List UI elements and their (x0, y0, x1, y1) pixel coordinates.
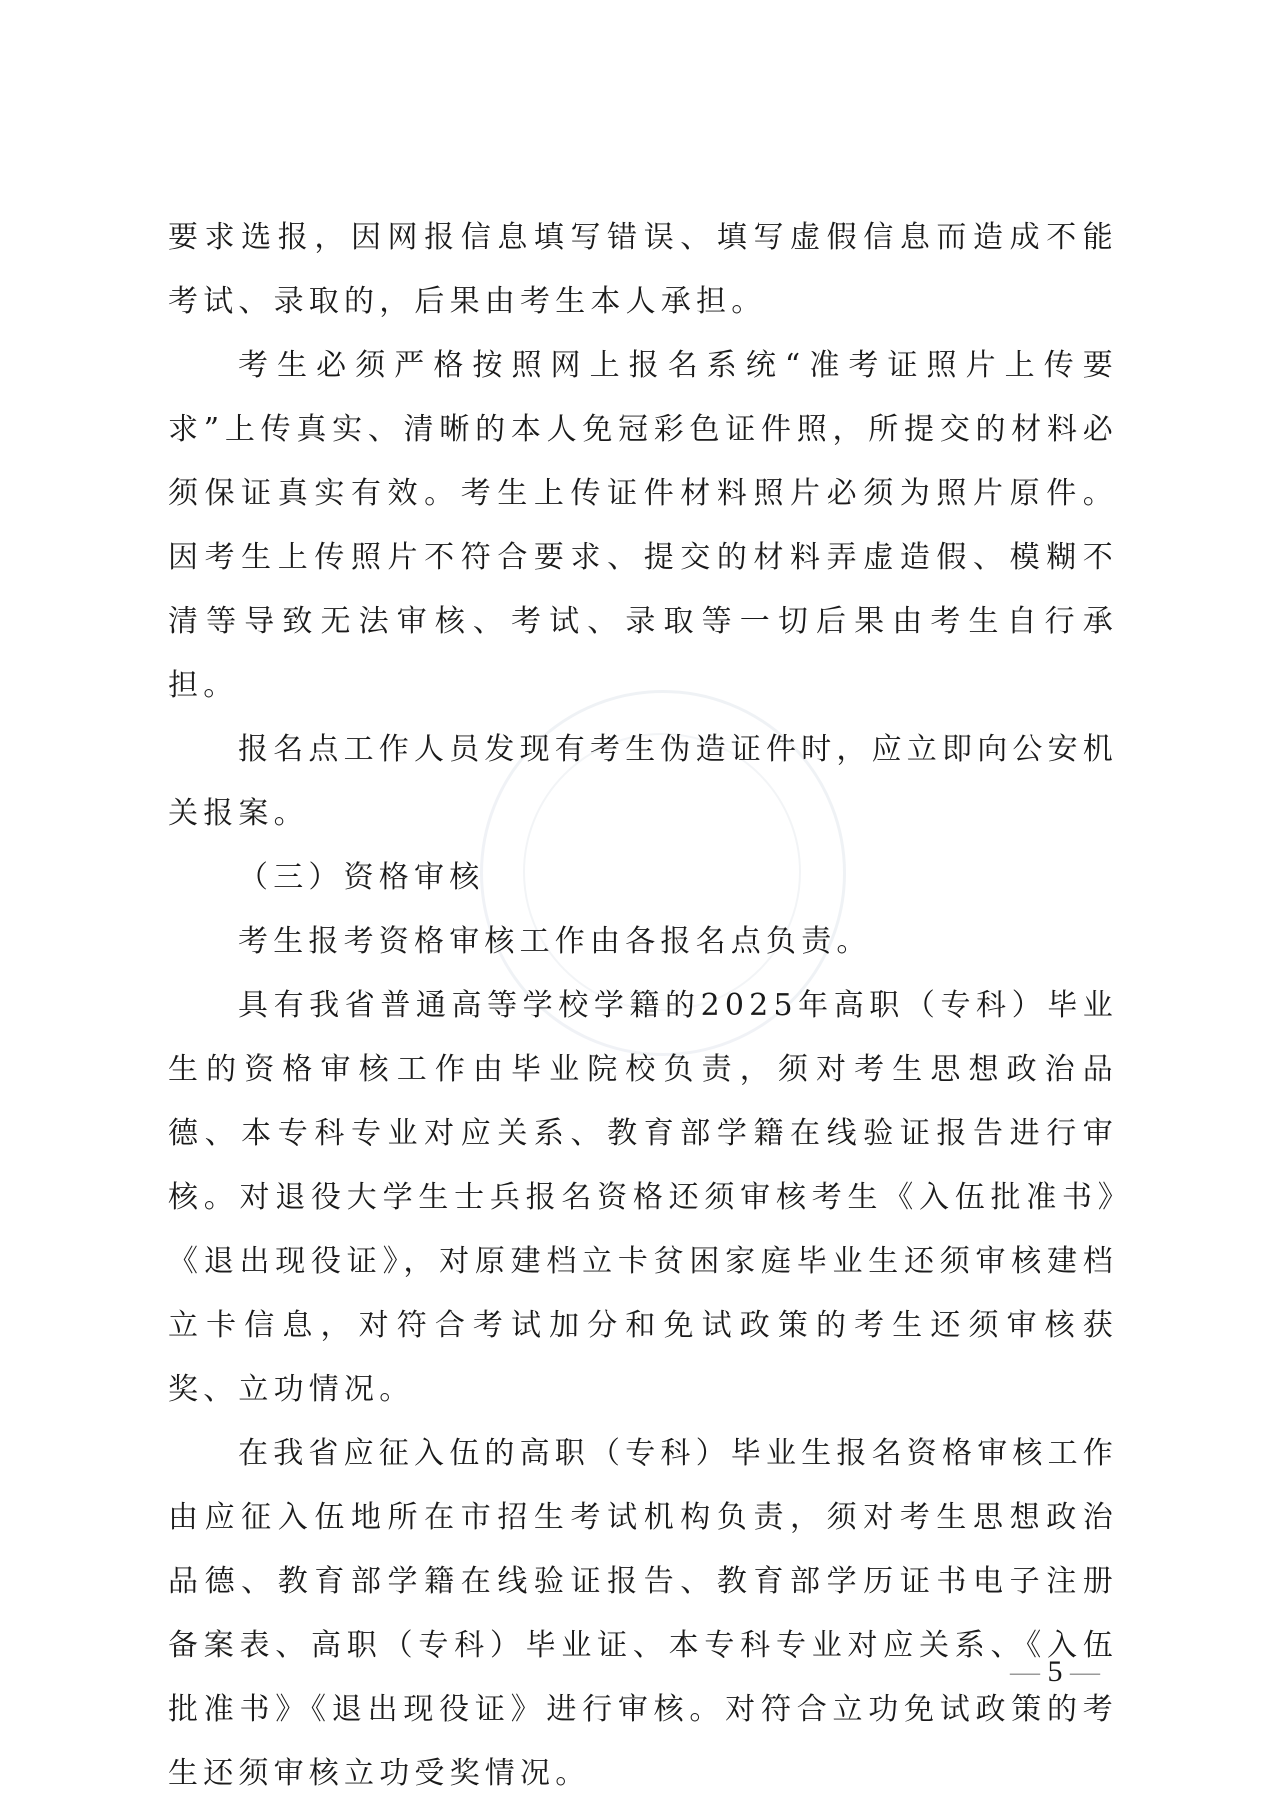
paragraph-enlisted-review: 在我省应征入伍的高职（专科）毕业生报名资格审核工作由应征入伍地所在市招生考试机构负责，须对考生思想政治品德、教育部学籍在线验证报告、教育部学历证书电子注册备案表、高职（专科）毕业证、本专科专业对应关系、《入伍批准书》《退出现役证》进行审核。对符合立功免试政策的考生还须审核立功受奖情况。 (168, 1436, 1118, 1791)
paragraph-continuation: 要求选报，因网报信息填写错误、填写虚假信息而造成不能考试、录取的，后果由考生本人承担。 (168, 220, 1118, 319)
page-dash-right: — (1070, 1655, 1100, 1688)
page-number-value: 5 (1047, 1655, 1063, 1688)
section-heading: （三）资格审核 (238, 860, 485, 895)
paragraph-graduate-review: 具有我省普通高等学校学籍的2025年高职（专科）毕业生的资格审核工作由毕业院校负责，须对考生思想政治品德、本专科专业对应关系、教育部学籍在线验证报告进行审核。对退役大学生士兵报名资格还须审核考生《入伍批准书》《退出现役证》，对原建档立卡贫困家庭毕业生还须审核建档立卡信息，对符合考试加分和免试政策的考生还须审核获奖、立功情况。 (168, 988, 1118, 1407)
page-dash-left: — (1010, 1655, 1040, 1688)
paragraph-photo-requirements: 考生必须严格按照网上报名系统“准考证照片上传要求”上传真实、清晰的本人免冠彩色证件照，所提交的材料必须保证真实有效。考生上传证件材料照片必须为照片原件。因考生上传照片不符合要求、提交的材料弄虚造假、模糊不清等导致无法审核、考试、录取等一切后果由考生自行承担。 (168, 348, 1118, 703)
document-body (168, 206, 1118, 1806)
page-number (1010, 1655, 1100, 1689)
paragraph-forgery-report: 报名点工作人员发现有考生伪造证件时，应立即向公安机关报案。 (168, 732, 1118, 831)
paragraph-review-responsibility: 考生报考资格审核工作由各报名点负责。 (238, 924, 872, 959)
